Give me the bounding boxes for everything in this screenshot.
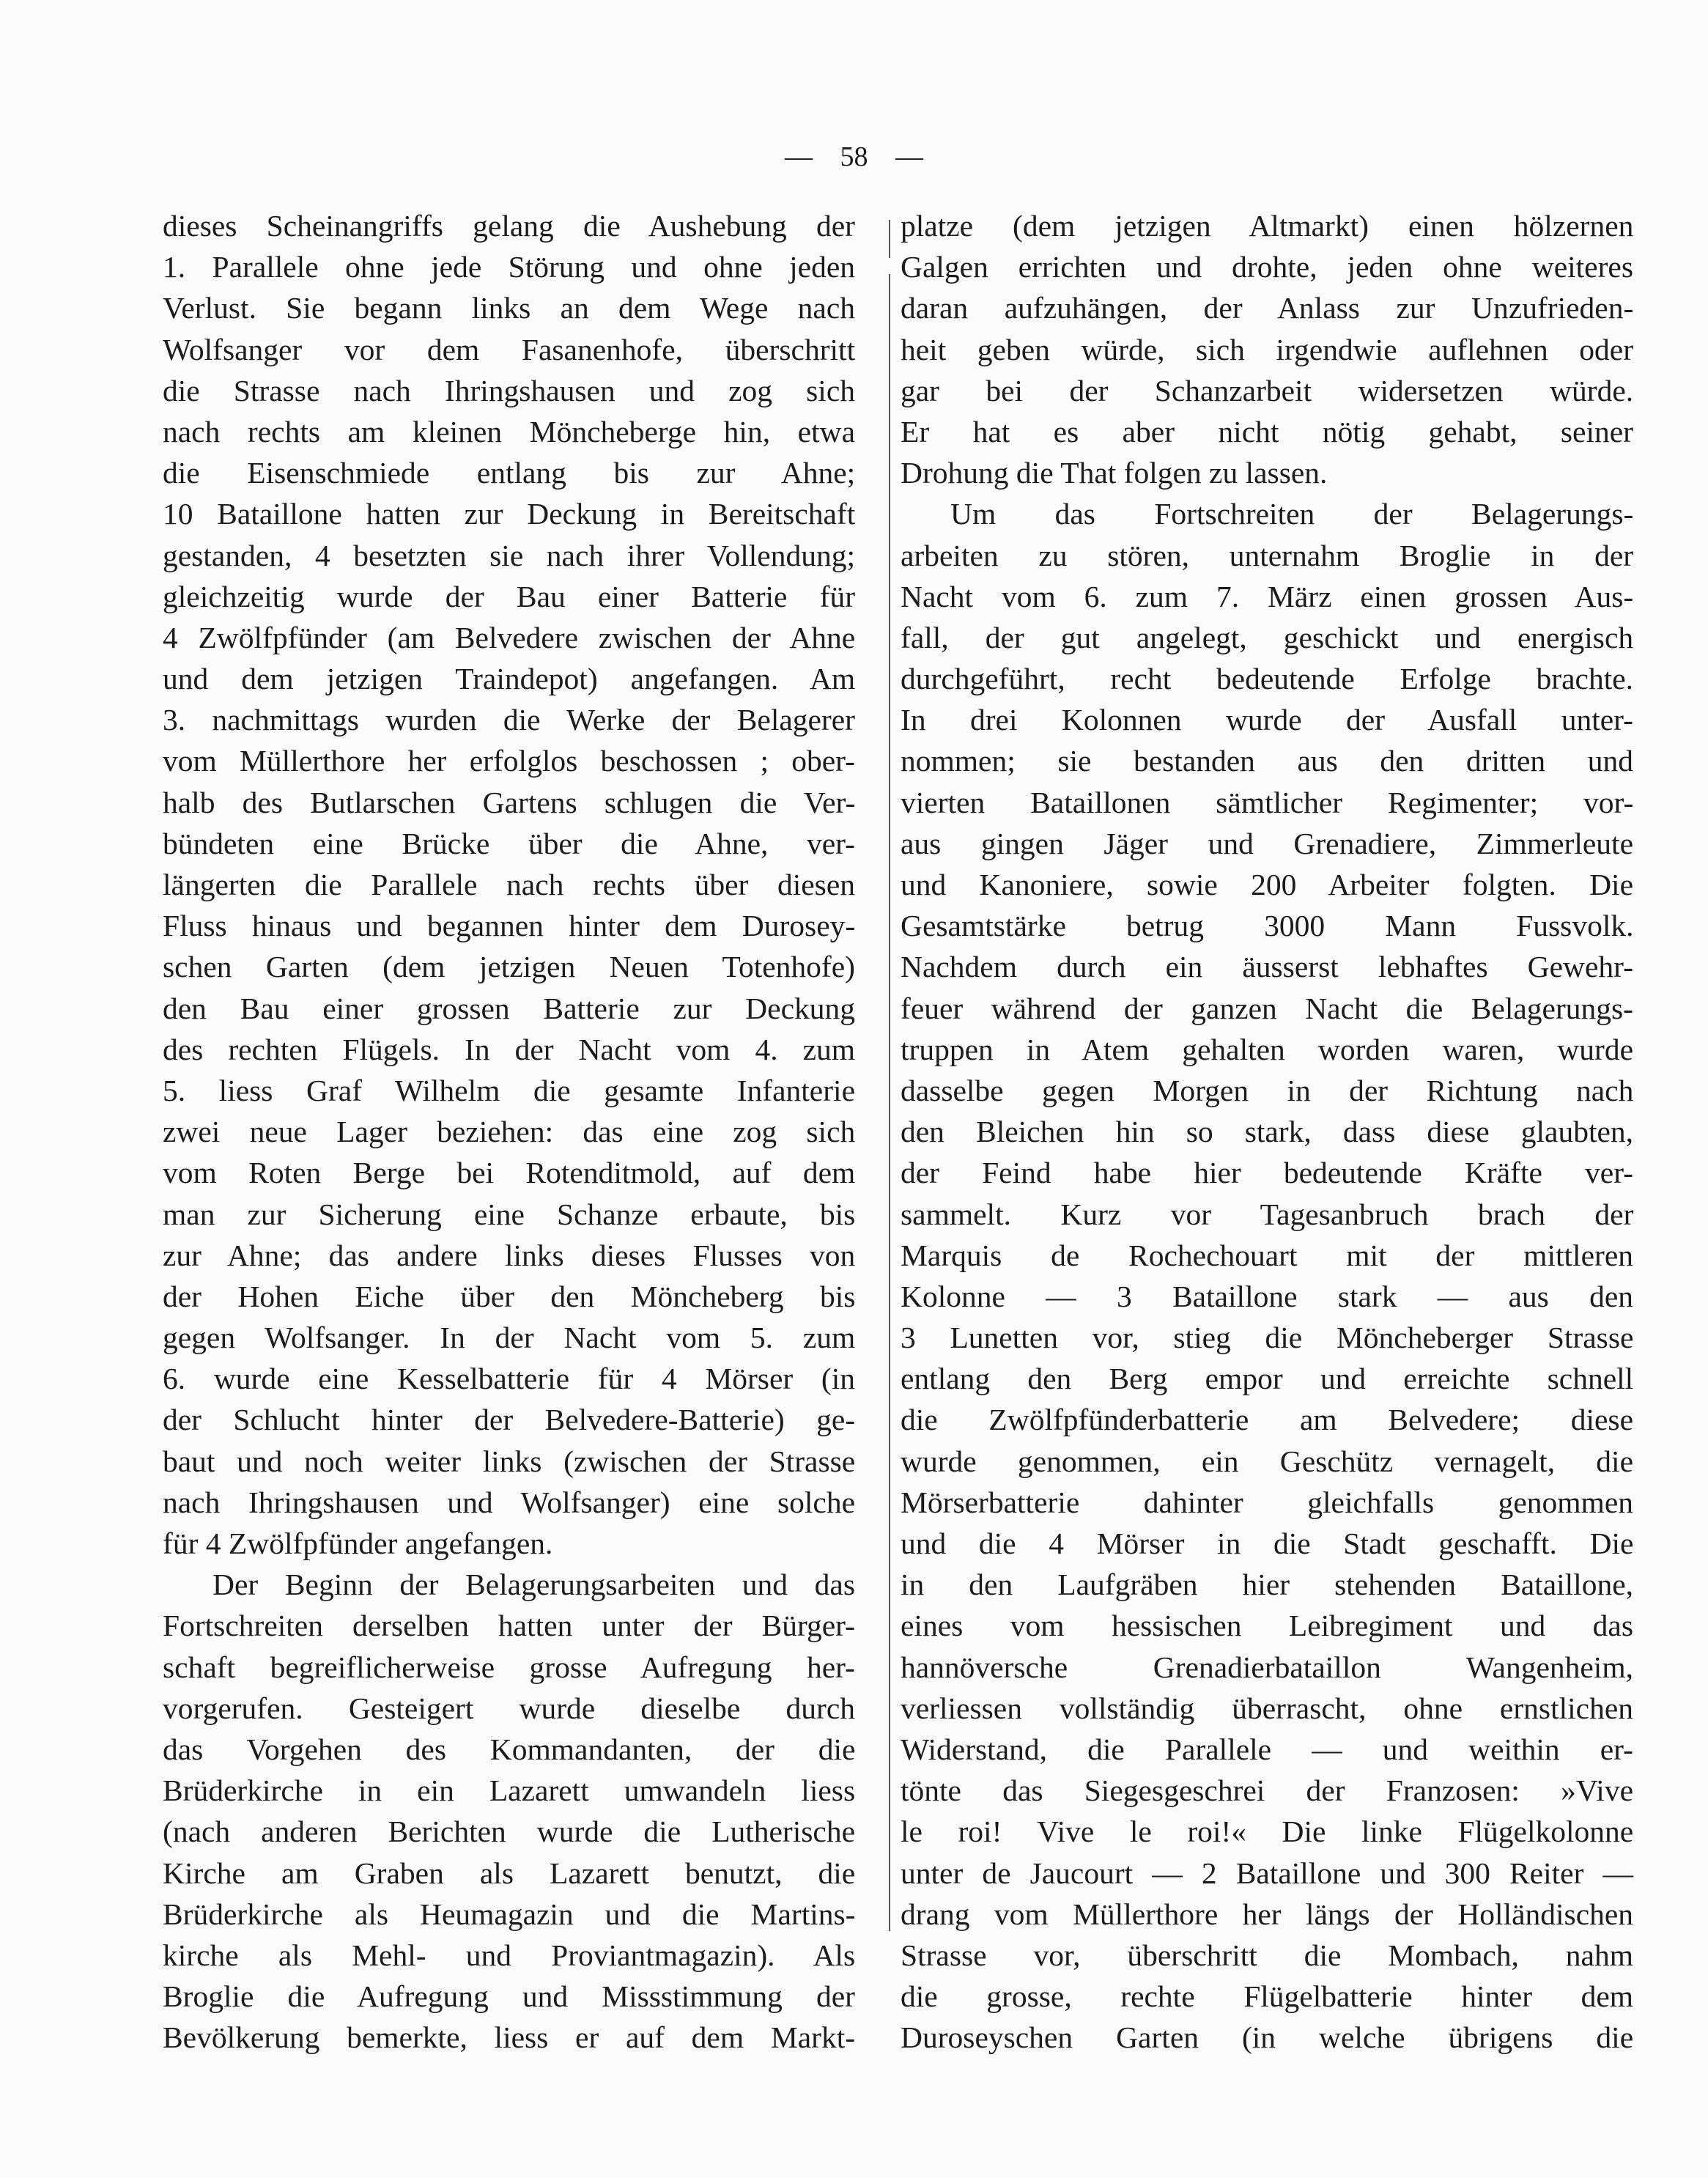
text-line: Kirche am Graben als Lazarett benutzt, die: [163, 1856, 856, 1890]
text-line: vorgerufen. Gesteigert wurde dieselbe durch: [163, 1691, 855, 1725]
text-line: unter de Jaucourt — 2 Bataillone und 300 Reiter —: [901, 1856, 1633, 1890]
left-text-column: [163, 205, 855, 2058]
text-line: man zur Sicherung eine Schanze erbaute, bis: [163, 1197, 856, 1231]
text-line: feuer während der ganzen Nacht die Belagerungs-: [901, 991, 1633, 1025]
text-line: den Bleichen hin so stark, dass diese glaubten,: [901, 1115, 1634, 1149]
text-line: nach Ihringshausen und Wolfsanger) eine solche: [163, 1485, 855, 1519]
text-line: Nacht vom 6. zum 7. März einen grossen Aus-: [901, 579, 1634, 613]
header-dash-left: —: [785, 141, 813, 172]
text-line: die Strasse nach Ihringshausen und zog sich: [163, 373, 855, 407]
text-line: zwei neue Lager beziehen: das eine zog sich: [163, 1115, 856, 1149]
page-number: 58: [840, 141, 868, 172]
text-line: Fortschreiten derselben hatten unter der Bürger-: [163, 1609, 855, 1643]
text-line: dasselbe gegen Morgen in der Richtung nach: [901, 1073, 1634, 1107]
text-line: vom Müllerthore her erfolglos beschossen ; ober-: [163, 744, 855, 778]
text-line: vierten Bataillonen sämtlicher Regimenter; vor-: [901, 785, 1634, 819]
text-line: Gesamtstärke betrug 3000 Mann Fussvolk.: [901, 909, 1634, 943]
text-line: die grosse, rechte Flügelbatterie hinter dem: [901, 1979, 1634, 2014]
text-line: Fluss hinaus und begannen hinter dem Durosey-: [163, 909, 856, 943]
text-line: Galgen errichten und drohte, jeden ohne weiteres: [901, 250, 1633, 284]
text-line: arbeiten zu stören, unternahm Broglie in der: [901, 538, 1634, 572]
text-line: hannöversche Grenadierbataillon Wangenheim,: [901, 1650, 1633, 1684]
text-line: längerten die Parallele nach rechts über diesen: [163, 868, 855, 901]
text-line: Er hat es aber nicht nötig gehabt, seiner: [901, 414, 1633, 448]
page-header: [0, 141, 1708, 173]
text-line: nommen; sie bestanden aus den dritten und: [901, 744, 1633, 778]
text-line: platze (dem jetzigen Altmarkt) einen hölzernen: [901, 209, 1634, 243]
text-line: 6. wurde eine Kesselbatterie für 4 Mörser (in: [163, 1362, 855, 1396]
text-line: Widerstand, die Parallele — und weithin er-: [901, 1732, 1633, 1766]
right-text-column: [901, 205, 1633, 2058]
text-line: Wolfsanger vor dem Fasanenhofe, überschritt: [163, 332, 856, 366]
text-line: Um das Fortschreiten der Belagerungs-: [950, 497, 1634, 531]
text-line: verliessen vollständig überrascht, ohne ernstlichen: [901, 1691, 1633, 1725]
text-line: gleichzeitig wurde der Bau einer Batterie für: [163, 579, 856, 613]
column-divider-gap: [887, 258, 892, 274]
text-line: halb des Butlarschen Gartens schlugen die Ver-: [163, 785, 856, 819]
text-line: 10 Bataillone hatten zur Deckung in Bereitschaft: [163, 497, 856, 531]
text-line: der Hohen Eiche über den Möncheberg bis: [163, 1279, 856, 1313]
text-line: (nach anderen Berichten wurde die Lutherische: [163, 1815, 855, 1849]
text-line: truppen in Atem gehalten worden waren, wurde: [901, 1032, 1633, 1066]
text-line: des rechten Flügels. In der Nacht vom 4. zum: [163, 1032, 856, 1066]
text-line: 5. liess Graf Wilhelm die gesamte Infanterie: [163, 1073, 855, 1107]
text-line: zur Ahne; das andere links dieses Flusses von: [163, 1238, 856, 1272]
text-line: Drohung die That folgen zu lassen.: [901, 456, 1328, 490]
text-line: und dem jetzigen Traindepot) angefangen. Am: [163, 662, 856, 696]
text-line: Bevölkerung bemerkte, liess er auf dem Markt-: [163, 2020, 856, 2055]
text-line: den Bau einer grossen Batterie zur Deckung: [163, 991, 855, 1025]
text-line: der Schlucht hinter der Belvedere-Batterie) ge-: [163, 1403, 856, 1437]
text-line: drang vom Müllerthore her längs der Holländischen: [901, 1897, 1634, 1931]
text-line: 3. nachmittags wurden die Werke der Belagerer: [163, 703, 855, 737]
text-line: Verlust. Sie begann links an dem Wege nach: [163, 291, 855, 325]
text-line: eines vom hessischen Leibregiment und das: [901, 1609, 1633, 1643]
text-line: In drei Kolonnen wurde der Ausfall unter-: [901, 703, 1633, 737]
text-line: aus gingen Jäger und Grenadiere, Zimmerleute: [901, 826, 1633, 860]
text-line: das Vorgehen des Kommandanten, der die: [163, 1732, 856, 1766]
text-line: daran aufzuhängen, der Anlass zur Unzufrieden-: [901, 291, 1634, 325]
column-divider-rule: [889, 220, 890, 1931]
text-line: in den Laufgräben hier stehenden Bataillone,: [901, 1568, 1633, 1602]
text-line: 4 Zwölfpfünder (am Belvedere zwischen der Ahne: [163, 620, 856, 654]
text-line: die Zwölfpfünderbatterie am Belvedere; diese: [901, 1403, 1633, 1437]
text-line: Strasse vor, überschritt die Mombach, nahm: [901, 1938, 1633, 1972]
text-line: Mörserbatterie dahinter gleichfalls genommen: [901, 1485, 1633, 1519]
text-line: und die 4 Mörser in die Stadt geschafft. Die: [901, 1527, 1634, 1560]
text-line: le roi! Vive le roi!« Die linke Flügelkolonne: [901, 1815, 1634, 1849]
text-line: Duroseyschen Garten (in welche übrigens die: [901, 2020, 1634, 2055]
text-line: Nachdem durch ein äusserst lebhaftes Gewehr-: [901, 950, 1633, 984]
text-line: baut und noch weiter links (zwischen der Strasse: [163, 1444, 856, 1478]
text-line: sammelt. Kurz vor Tagesanbruch brach der: [901, 1197, 1634, 1231]
text-line: kirche als Mehl- und Proviantmagazin). Als: [163, 1938, 856, 1972]
text-line: und Kanoniere, sowie 200 Arbeiter folgten. Die: [901, 868, 1633, 901]
header-dash-right: —: [895, 141, 923, 172]
text-line: gegen Wolfsanger. In der Nacht vom 5. zum: [163, 1321, 856, 1355]
text-line: vom Roten Berge bei Rotenditmold, auf dem: [163, 1156, 856, 1190]
text-line: nach rechts am kleinen Möncheberge hin, etwa: [163, 414, 855, 448]
text-line: Marquis de Rochechouart mit der mittleren: [901, 1238, 1633, 1272]
text-line: der Feind habe hier bedeutende Kräfte ver-: [901, 1156, 1633, 1190]
text-line: für 4 Zwölfpfünder angefangen.: [163, 1527, 553, 1560]
text-line: Brüderkirche in ein Lazarett umwandeln liess: [163, 1773, 856, 1808]
text-line: die Eisenschmiede entlang bis zur Ahne;: [163, 456, 856, 490]
text-line: wurde genommen, ein Geschütz vernagelt, die: [901, 1444, 1633, 1478]
text-line: tönte das Siegesgeschrei der Franzosen: »Vive: [901, 1773, 1633, 1808]
text-line: schen Garten (dem jetzigen Neuen Totenhofe): [163, 950, 855, 984]
text-line: Der Beginn der Belagerungsarbeiten und das: [212, 1568, 855, 1602]
text-line: Kolonne — 3 Bataillone stark — aus den: [901, 1279, 1633, 1313]
text-line: Broglie die Aufregung und Missstimmung der: [163, 1979, 855, 2014]
text-line: 3 Lunetten vor, stieg die Möncheberger Strasse: [901, 1321, 1634, 1355]
text-line: gestanden, 4 besetzten sie nach ihrer Vollendung;: [163, 538, 855, 572]
text-line: entlang den Berg empor und erreichte schnell: [901, 1362, 1634, 1396]
text-line: heit geben würde, sich irgendwie auflehnen oder: [901, 332, 1634, 366]
text-line: schaft begreiflicherweise grosse Aufregung her-: [163, 1650, 855, 1684]
text-line: fall, der gut angelegt, geschickt und energisch: [901, 620, 1634, 654]
text-line: 1. Parallele ohne jede Störung und ohne jeden: [163, 250, 855, 284]
text-line: Brüderkirche als Heumagazin und die Martins-: [163, 1897, 856, 1931]
text-line: durchgeführt, recht bedeutende Erfolge brachte.: [901, 662, 1634, 696]
text-line: bündeten eine Brücke über die Ahne, ver-: [163, 826, 855, 860]
text-line: gar bei der Schanzarbeit widersetzen würde.: [901, 373, 1634, 407]
text-line: dieses Scheinangriffs gelang die Aushebung der: [163, 209, 855, 243]
